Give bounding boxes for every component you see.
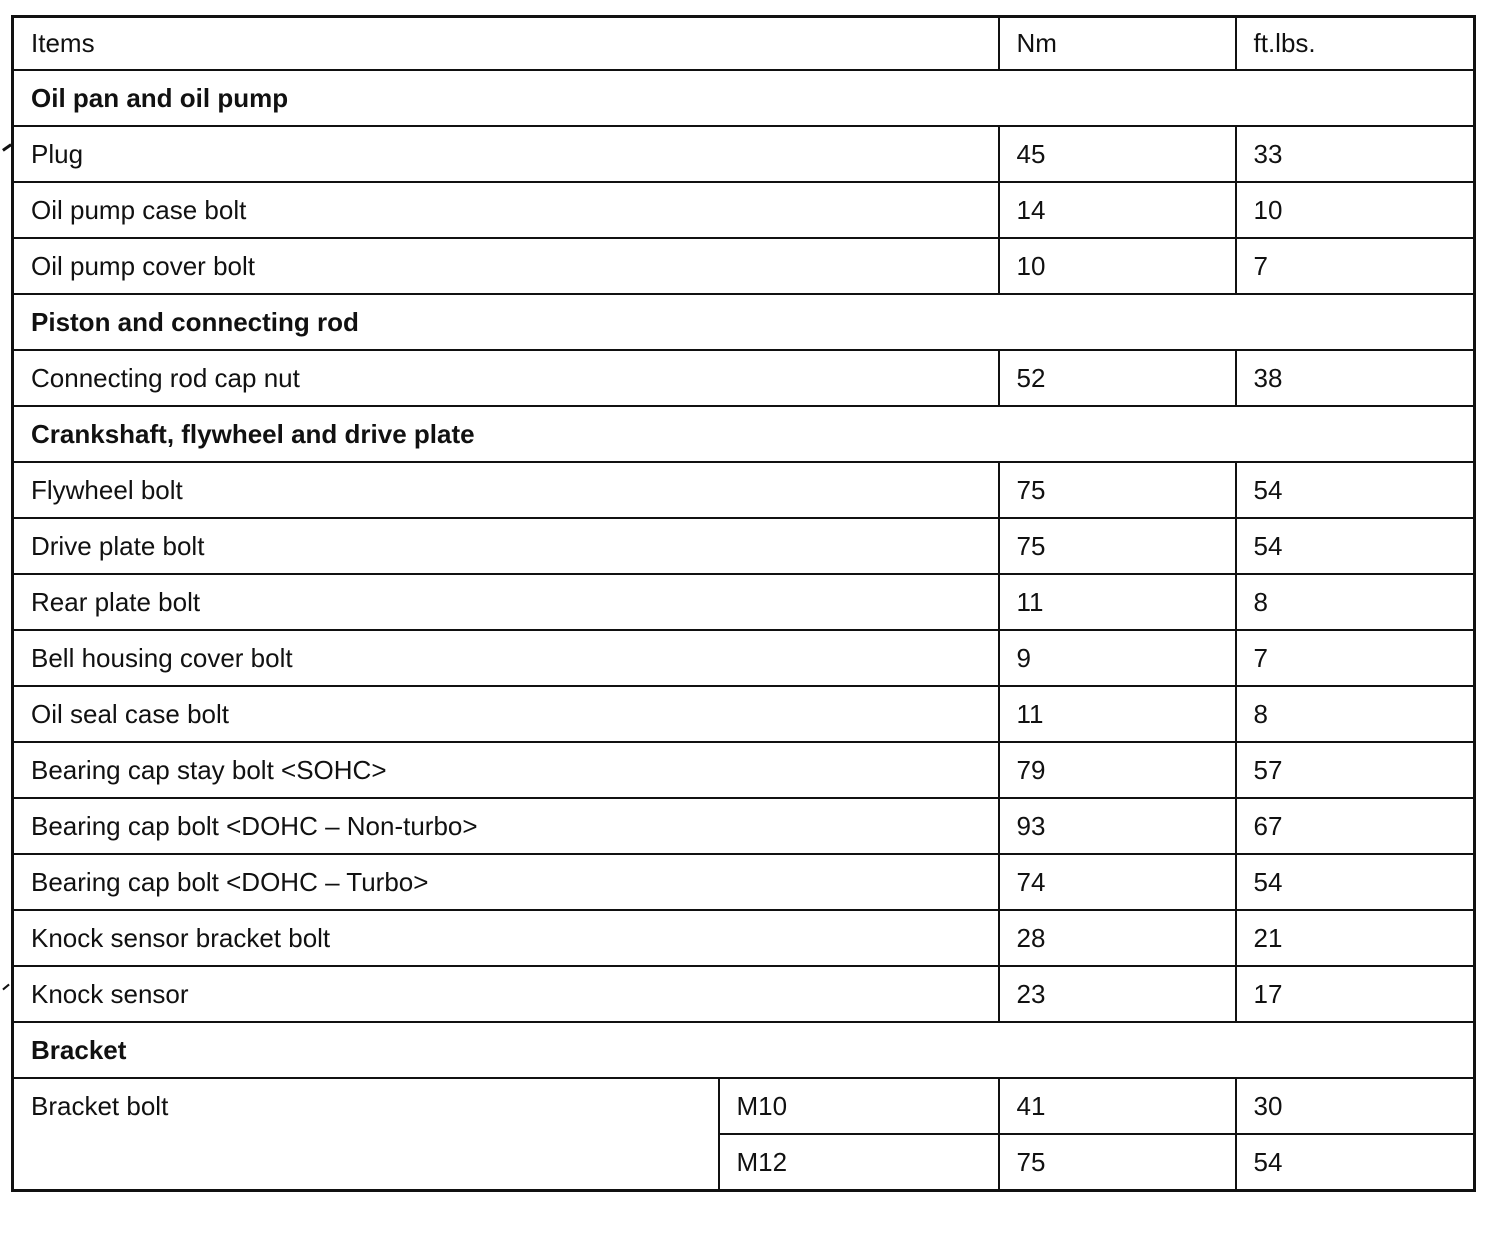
item-cell: Bearing cap bolt <DOHC – Turbo>: [13, 854, 999, 910]
nm-cell: 52: [999, 350, 1236, 406]
item-cell: Knock sensor bracket bolt: [13, 910, 999, 966]
item-cell: Knock sensor: [13, 966, 999, 1022]
section-row: [13, 406, 1475, 462]
table-row: [13, 1078, 1475, 1134]
ftlbs-cell: 33: [1236, 126, 1475, 182]
ftlbs-cell: 38: [1236, 350, 1475, 406]
size-cell: M12: [719, 1134, 999, 1191]
table-row: [13, 966, 1475, 1022]
item-cell: Rear plate bolt: [13, 574, 999, 630]
item-cell: Oil pump case bolt: [13, 182, 999, 238]
table-row: [13, 742, 1475, 798]
section-row: [13, 294, 1475, 350]
table-row: [13, 574, 1475, 630]
header-ftlbs: ft.lbs.: [1236, 17, 1475, 70]
ftlbs-cell: 10: [1236, 182, 1475, 238]
table-row: [13, 518, 1475, 574]
nm-cell: 14: [999, 182, 1236, 238]
nm-cell: 74: [999, 854, 1236, 910]
table-row: [13, 462, 1475, 518]
item-cell: Oil seal case bolt: [13, 686, 999, 742]
item-cell: Bearing cap stay bolt <SOHC>: [13, 742, 999, 798]
nm-cell: 23: [999, 966, 1236, 1022]
ftlbs-cell: 8: [1236, 686, 1475, 742]
item-cell: Oil pump cover bolt: [13, 238, 999, 294]
table-row: [13, 910, 1475, 966]
header-nm: Nm: [999, 17, 1236, 70]
table-row: [13, 126, 1475, 182]
nm-cell: 10: [999, 238, 1236, 294]
table-row: [13, 686, 1475, 742]
section-row: [13, 70, 1475, 126]
ftlbs-cell: 17: [1236, 966, 1475, 1022]
nm-cell: 41: [999, 1078, 1236, 1134]
item-cell: Bearing cap bolt <DOHC – Non-turbo>: [13, 798, 999, 854]
section-row: [13, 1022, 1475, 1078]
ftlbs-cell: 54: [1236, 854, 1475, 910]
ftlbs-cell: 54: [1236, 518, 1475, 574]
ftlbs-cell: 21: [1236, 910, 1475, 966]
nm-cell: 93: [999, 798, 1236, 854]
nm-cell: 79: [999, 742, 1236, 798]
nm-cell: 75: [999, 518, 1236, 574]
ftlbs-cell: 8: [1236, 574, 1475, 630]
nm-cell: 75: [999, 1134, 1236, 1191]
nm-cell: 11: [999, 574, 1236, 630]
nm-cell: 45: [999, 126, 1236, 182]
item-cell: Flywheel bolt: [13, 462, 999, 518]
item-cell: Bracket bolt: [13, 1078, 719, 1191]
ftlbs-cell: 7: [1236, 238, 1475, 294]
item-cell: Drive plate bolt: [13, 518, 999, 574]
table-row: [13, 630, 1475, 686]
section-title: Crankshaft, flywheel and drive plate: [13, 406, 1475, 462]
table-row: [13, 350, 1475, 406]
torque-spec-table: [11, 15, 1476, 1192]
ftlbs-cell: 30: [1236, 1078, 1475, 1134]
ftlbs-cell: 54: [1236, 462, 1475, 518]
scan-mark: [2, 984, 9, 991]
item-cell: Connecting rod cap nut: [13, 350, 999, 406]
section-title: Bracket: [13, 1022, 1475, 1078]
ftlbs-cell: 54: [1236, 1134, 1475, 1191]
section-title: Oil pan and oil pump: [13, 70, 1475, 126]
table-row: [13, 182, 1475, 238]
table-row: [13, 798, 1475, 854]
nm-cell: 75: [999, 462, 1236, 518]
nm-cell: 28: [999, 910, 1236, 966]
ftlbs-cell: 57: [1236, 742, 1475, 798]
item-cell: Plug: [13, 126, 999, 182]
table-header-row: [13, 17, 1475, 70]
item-cell: Bell housing cover bolt: [13, 630, 999, 686]
size-cell: M10: [719, 1078, 999, 1134]
section-title: Piston and connecting rod: [13, 294, 1475, 350]
table-row: [13, 238, 1475, 294]
nm-cell: 11: [999, 686, 1236, 742]
ftlbs-cell: 67: [1236, 798, 1475, 854]
header-items: Items: [13, 17, 999, 70]
nm-cell: 9: [999, 630, 1236, 686]
ftlbs-cell: 7: [1236, 630, 1475, 686]
table-row: [13, 854, 1475, 910]
